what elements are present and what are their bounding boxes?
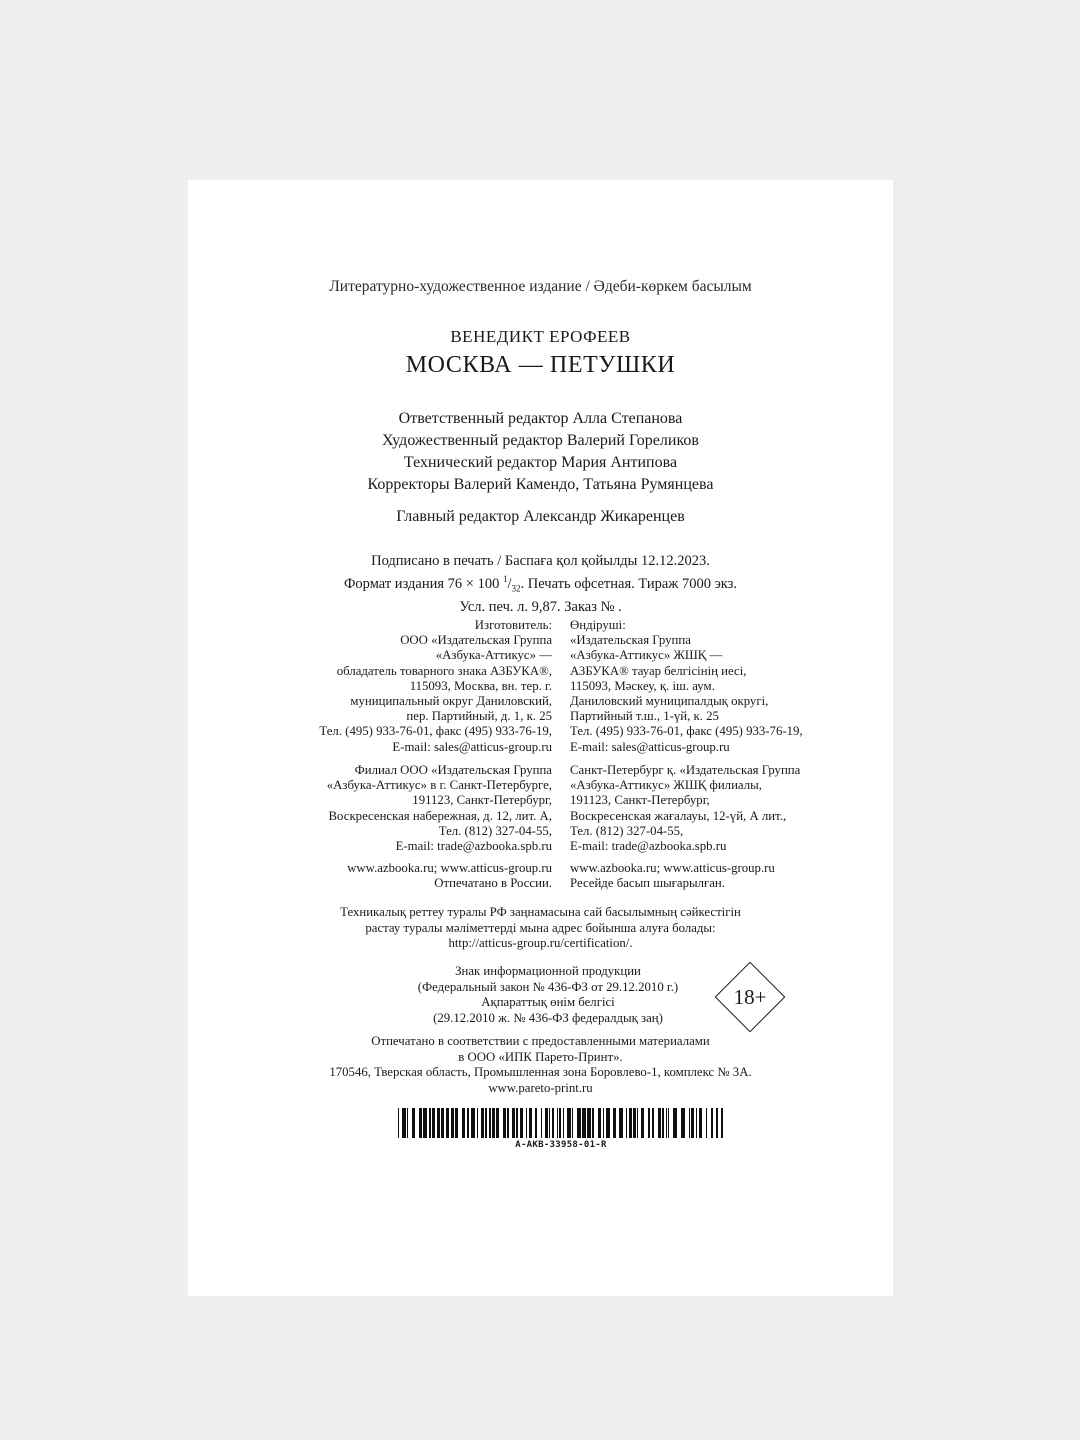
barcode-bar	[429, 1108, 431, 1138]
barcode-bar	[412, 1108, 415, 1138]
barcode	[398, 1108, 724, 1150]
barcode-bar	[619, 1108, 623, 1138]
barcode-bar	[441, 1108, 444, 1138]
manufacturer-ru: Изготовитель: ООО «Издательская Группа «Азбука-Аттикус» — обладатель товарного знака АЗБУКА®, 115093, Москва, вн. тер. г. муниципальный округ Даниловский, пер. Партийный, д. 1, к. 25 Тел. (495) 933-76-01, факс (495) 933-76-19, E-mail: sales@atticus-group.ru	[319, 618, 552, 754]
barcode-bar	[477, 1108, 478, 1138]
barcode-bar	[681, 1108, 685, 1138]
barcode-bar	[629, 1108, 632, 1138]
barcode-bar	[467, 1108, 469, 1138]
barcode-bar	[485, 1108, 487, 1138]
barcode-bar	[577, 1108, 581, 1138]
barcode-bar	[658, 1108, 661, 1138]
credits	[188, 408, 893, 496]
barcode-bar	[481, 1108, 484, 1138]
barcode-bar	[535, 1108, 537, 1138]
barcode-bar	[626, 1108, 627, 1138]
barcode-bar	[496, 1108, 499, 1138]
book-title: МОСКВА — ПЕТУШКИ	[405, 352, 676, 378]
barcode-bar	[567, 1108, 571, 1138]
barcode-bar	[691, 1108, 694, 1138]
barcode-bar	[666, 1108, 667, 1138]
barcode-bar	[471, 1108, 475, 1138]
signed-date: Подписано в печать / Баспаға қол қойылды 12.12.2023.	[371, 553, 710, 569]
age-rating-label: 18+	[733, 985, 767, 1009]
printer-info: Отпечатано в соответствии с предоставленными материалами в ООО «ИПК Парето-Принт». 170546, Тверская область, Промышленная зона Боровлево-1, комплекс № 3А. www.pareto-print.ru	[329, 1034, 752, 1095]
barcode-bar	[696, 1108, 697, 1138]
barcode-bar	[689, 1108, 690, 1138]
barcode-bar	[507, 1108, 509, 1138]
barcode-bar	[516, 1108, 518, 1138]
barcode-bar	[437, 1108, 440, 1138]
barcode-bar	[423, 1108, 427, 1138]
barcode-bar	[587, 1108, 591, 1138]
barcode-bar	[563, 1108, 564, 1138]
imprint-page	[188, 180, 893, 1296]
barcode-code: A-AKB-33958-01-R	[515, 1140, 607, 1150]
barcode-bar	[432, 1108, 435, 1138]
barcode-bar	[648, 1108, 650, 1138]
barcode-bar	[668, 1108, 669, 1138]
edition-type: Литературно-художественное издание / Әдеби-көркем басылым	[329, 278, 752, 295]
certification-note: Техникалық реттеу туралы РФ заңнамасына сай басылымның сәйкестігін растау туралы мәліметтерді мына адрес бойынша алуға болады: http://atticus-group.ru/certification/.	[340, 905, 741, 950]
barcode-bar	[451, 1108, 454, 1138]
barcode-bar	[520, 1108, 523, 1138]
barcode-bar	[492, 1108, 495, 1138]
credit-line: Корректоры Валерий Камендо, Татьяна Румянцева	[367, 476, 714, 493]
barcode-bar	[716, 1108, 718, 1138]
branch-kz: Санкт-Петербург қ. «Издательская Группа «Азбука-Аттикус» ЖШҚ филиалы, 191123, Санкт-Петербург, Воскресенская жағалауы, 12-үй, А лит., Тел. (812) 327-04-55, E-mail: trade@azbooka.spb.ru	[570, 763, 801, 854]
order-line: Усл. печ. л. 9,87. Заказ № .	[459, 598, 622, 615]
info-marking: Знак информационной продукции (Федеральный закон № 436-ФЗ от 29.12.2010 г.) Ақпараттық өнім белгісі (29.12.2010 ж. № 436-ФЗ федералдық заң)	[417, 964, 679, 1025]
author-name: ВЕНЕДИКТ ЕРОФЕЕВ	[450, 327, 631, 346]
barcode-bar	[512, 1108, 515, 1138]
format-line: Формат издания 76 × 100 $^1/_{32}$. Печать офсетная. Тираж 7000 экз.	[343, 574, 738, 594]
barcode-bar	[673, 1108, 677, 1138]
barcode-bar	[545, 1108, 548, 1138]
web-kz: www.azbooka.ru; www.atticus-group.ru Ресейде басып шығарылған.	[570, 861, 775, 891]
barcode-bar	[489, 1108, 491, 1138]
barcode-bar	[721, 1108, 723, 1138]
barcode-bar	[557, 1108, 558, 1138]
barcode-bar	[455, 1108, 458, 1138]
manufacturer-kz: Өндіруші: «Издательская Группа «Азбука-Аттикус» ЖШҚ — АЗБУКА® тауар белгісінің иесі, 115093, Мәскеу, қ. іш. аум. Даниловский муниципалдық округі, Партийный т.ш., 1-үй, к. 25 Тел. (495) 933-76-01, факс (495) 933-76-19, E-mail: sales@atticus-group.ru	[570, 618, 803, 754]
web-ru: www.azbooka.ru; www.atticus-group.ru Отпечатано в России.	[347, 861, 552, 891]
barcode-bar	[652, 1108, 654, 1138]
barcode-bar	[637, 1108, 638, 1138]
barcode-bar	[402, 1108, 406, 1138]
barcode-bar	[699, 1108, 702, 1138]
branch-ru: Филиал ООО «Издательская Группа «Азбука-Аттикус» в г. Санкт-Петербурге, 191123, Санкт-Петербург, Воскресенская набережная, д. 12, лит. А, Тел. (812) 327-04-55, E-mail: trade@azbooka.spb.ru	[326, 763, 552, 854]
barcode-bar	[633, 1108, 636, 1138]
barcode-bar	[613, 1108, 616, 1138]
barcode-bar	[606, 1108, 610, 1138]
barcode-bar	[446, 1108, 449, 1138]
credit-line: Технический редактор Мария Антипова	[403, 454, 678, 471]
barcode-bar	[711, 1108, 713, 1138]
barcode-bar	[598, 1108, 601, 1138]
barcode-bar	[572, 1108, 573, 1138]
chief-editor: Главный редактор Александр Жикаренцев	[396, 508, 685, 525]
barcode-bar	[419, 1108, 422, 1138]
barcode-bar	[662, 1108, 664, 1138]
barcode-bar	[462, 1108, 465, 1138]
barcode-bar	[552, 1108, 554, 1138]
barcode-bar	[407, 1108, 408, 1138]
print-info	[188, 552, 893, 616]
barcode-bar	[529, 1108, 532, 1138]
barcode-bar	[706, 1108, 707, 1138]
barcode-bar	[398, 1108, 399, 1138]
barcode-bar	[541, 1108, 542, 1138]
barcode-bars	[398, 1108, 724, 1138]
barcode-bar	[582, 1108, 586, 1138]
barcode-bar	[549, 1108, 550, 1138]
barcode-bar	[592, 1108, 594, 1138]
credit-line: Ответственный редактор Алла Степанова	[398, 410, 683, 427]
barcode-bar	[641, 1108, 644, 1138]
credit-line: Художественный редактор Валерий Гореликов	[382, 432, 699, 449]
barcode-bar	[503, 1108, 506, 1138]
age-rating-badge	[715, 962, 785, 1032]
barcode-bar	[526, 1108, 527, 1138]
barcode-bar	[559, 1108, 561, 1138]
barcode-bar	[603, 1108, 604, 1138]
